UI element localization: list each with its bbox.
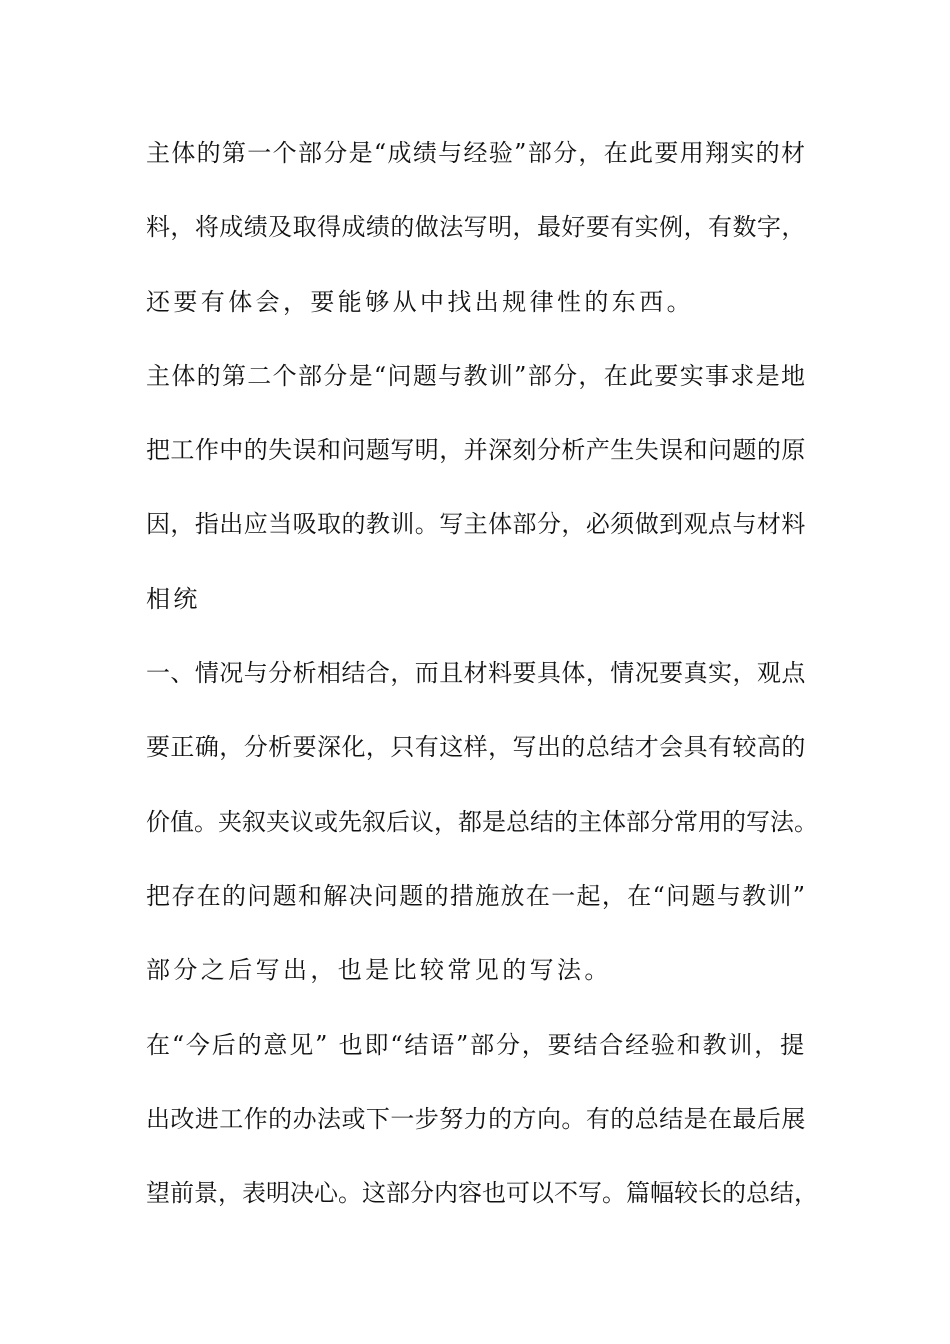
text-line: 料，将成绩及取得成绩的做法写明，最好要有实例，有数字，: [146, 213, 806, 241]
text-line: 因，指出应当吸取的教训。写主体部分，必须做到观点与材料: [146, 510, 806, 538]
text-line: 部分之后写出，也是比较常见的写法。: [146, 956, 612, 984]
text-line: 出改进工作的办法或下一步努力的方向。有的总结是在最后展: [146, 1105, 806, 1133]
text-line: 主体的第二个部分是“问题与教训”部分，在此要实事求是地: [146, 362, 807, 390]
text-line: 要正确，分析要深化，只有这样，写出的总结才会具有较高的: [146, 733, 806, 761]
text-line: 主体的第一个部分是“成绩与经验”部分，在此要用翔实的材: [146, 139, 807, 167]
text-line: 在“今后的意见” 也即“结语”部分，要结合经验和教训，提: [146, 1031, 806, 1059]
text-line: 还要有体会，要能够从中找出规律性的东西。: [146, 288, 694, 316]
text-line: 望前景，表明决心。这部分内容也可以不写。篇幅较长的总结，: [146, 1179, 818, 1207]
text-line: 把工作中的失误和问题写明，并深刻分析产生失误和问题的原: [146, 436, 806, 464]
text-line: 一、情况与分析相结合，而且材料要具体，情况要真实，观点: [146, 659, 806, 687]
text-line: 把存在的问题和解决问题的措施放在一起，在“问题与教训”: [146, 882, 807, 910]
text-line: 价值。夹叙夹议或先叙后议，都是总结的主体部分常用的写法。: [146, 808, 818, 836]
text-line: 相统: [146, 585, 201, 613]
